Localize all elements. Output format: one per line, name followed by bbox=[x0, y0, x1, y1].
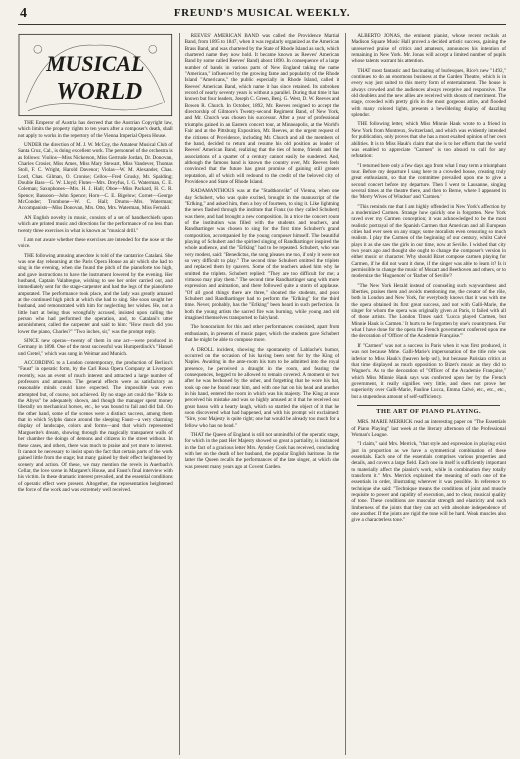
paragraph: SINCE new operas—twenty of them in one act—were produced in Germany in 1898. One of the most successful was Humperdinck's "Hansel und Gretel," which was sung in Weimar and Munich. bbox=[18, 338, 173, 357]
paragraph: AN English novelty in music, consists of a set of handkerchiefs upon which are printed music and directions for the performance of no less than twenty three exercises in what is known as "musical drill." bbox=[18, 214, 173, 234]
column-middle bbox=[179, 33, 340, 755]
musical-world-masthead bbox=[18, 33, 173, 117]
paragraph: "The New York Herald instead of counseling such waywardness and liberties, praises them and avoids mentioning me, the creator of the rôle, both in London and New York, for everybody knows that it was with me the opera obtained its first great success, and not with Galli-Marie, the singer for whom the opera was originally given at Paris, it failed with all of those artists. The London Times said: 'Lucca played Carmen, but Minnie Hauk is Carmen.' It hurts to be forgotten by one's countrymen. For what I have done for the opera the French government conferred upon me the decoration of 'Officer of the Academie Française.'" bbox=[351, 282, 507, 340]
paragraph: THAT the Queen of England is still not unmindful of the operatic stage, for which in the past Her Majesty showed so great a partiality, is instanced in the fact of a gracious letter Mrs. Aynsley Cook has received, concluding with her on the death of her husband, the popular English baritone. In the latter the Queen recalls the performances of the late singer, at which she was present many years ago at Covent Garden. bbox=[184, 431, 340, 470]
paragraph: THE Emperor of Austria has decreed that the Austrian Copyright law, which limits the property rights to ten years after a composer's death, shall not apply to works in the repertory of the Vienna Imperial Opera House. bbox=[18, 120, 173, 139]
paragraph: THE following letter, which Miss Minnie Hauk wrote to a friend in New York from Montreux, Switzerland, and which was evidently intended for publication, only proves that she has a most exalted opinion of her own abilities. It is to Miss Hauk's claim that she is to her efforts that the world was enabled to appreciate "Carmen" is too absurd to call for any refutation: bbox=[351, 121, 507, 160]
paragraph: A DROLL incident, showing the spontaneity of Lablache's humor, occurred on the occasion of his having been sent for by the King of Naples. Awaiting in the ante-room his turn to be admitted into the royal presence, he perceived a draught in the room, and fearing the consequences, begged to be allowed to remain covered. A moment or two after he was beckoned by the usher, and forgetting that he wore his hat, took up one he found near him, and with one hat on his head and another in his hand, entered the room in which was his majesty. The King at once perceived his mistake and was so highly amused at it that he received our great basso with a hearty laugh, which so startled the object of it that he soon discovered what had happened, and with his prompt wit exclaimed: "Sire, your Majesty is quite right; one hat would be already too much for a fellow who has no head." bbox=[184, 346, 340, 429]
column-right-body bbox=[351, 33, 506, 400]
paragraph: THAT most fantastic and fascinating of burlesques, Rice's new "1492," continues to do an enormous business at the Garden Theatre, which is in every way just suited to this merry form of entertainment. The house is always crowded and the audiences always receptive and responsive. The old doublets and the new allies are received with shouts of merriment. The stage, crowded with pretty girls in the most gorgeous attire, and flooded with many colored lights, presents a bewildering display of dazzling splendor. bbox=[351, 67, 507, 119]
paragraph: ACCORDING to a London contemporary, the production of Berlioz's "Faust" in operatic form, by the Carl Rosa Opera Company at Liverpool recently, was an event of much interest and attracted a large number of professors and amateurs. The general effects were as satisfactory as reasonable minds could have expected. The impossible was even attempted but, of course, not achieved. By no stage art could the "Ride to the Abyss" be adequately shown, and though the manager spent money liberally on mechanical horses, etc., he was bound to fail and did fail. On the other hand, some of the scenes were a distinct success, among them that in which Sylphs dance around the sleeping Faust—a very charming display of landscape, colors and forms—and that which represented Marguerite's dream, showing through the magically transparent walls of her chamber the doings of demons and citizens in the street without. In these cases, and others, there was much to praise and yet more to interest. It cannot be necessary to insist upon the fact that certain parts of the work gained little from the stage; but many gained by their effect heightened by scenery and action. Of these, we may mention the revels in Auerbach's Cellar, the love scene in Margaret's House, and Faust's final interview with his victim. In these dramatic interest prevailed, and the essential conditions of operatic effect were present. Altogether, the representation heightened the force of the work and was extremely well received. bbox=[18, 360, 173, 493]
paragraph: "This reminds me that I am highly offended in New York's affection by a modernized Carmen. Strange how quickly one is forgotten. New York raved over my Carmen conception; it was acknowledged to be the most realistic portrayal of the Spanish Carmen that American and all European cities had ever seen on any stage; some moralists even censuring so much realism. I play the Carmen of the beginning of our century, whilst Calvé plays it as she saw the girls in our time, now at Seville. I wished that city two years ago and thought she ought to change the composer's version in either music or character. Why should Bizet compose carmen playing for Carmen, if he did not want it done, if the singer was able to learn it? Is it permissible to change the music of Mozart and Beethoven and others, or to modernize the 'Huguenots' or 'Barber of Seville'? bbox=[351, 203, 507, 280]
running-title: FREUND'S MUSICAL WEEKLY. bbox=[173, 7, 351, 19]
article-paragraph: "I claim," said Mrs. Merrick, "that style and expression in playing exist just in proportion as we have a symmetrical combination of these essentials. Each one of the essentials comprises various properties and details, and covers a large field. Each one in itself is sufficiently important to materially affect the pianist's work, while in combination they totally transform it." Mrs. Merrick explained the meaning of each one of the essentials in order, illustrating wherever it was possible. In reference to technique she said: "Technique means the conditions of joint and muscle requisite to power and rapidity of execution, and to clear, musical quality of tone. These conditions are muscular strength and elasticity and such limberness of the joints that they can act with absolute independence of one another. If the joints are rigid the tone will be hard. Weak muscles also give a characterless tone." bbox=[351, 441, 507, 524]
paragraph: UNDER the direction of M. J. W. McCoy, the Amateur Musical Club of Santa Cruz, Cal., is doing excellent work. The personnel of the orchestra is as follows: Violins—Miss Nickerson, Miss Gertrude Jordan, Dr. Donovan, Charles Crosier, Miss Ames, Miss Mary Stewart, Miss Vandever, Thomas Stoll, F. C. Wright, Harold Davenor; Violas—W. M. Alexander, Chas. Lord, Chas. Gilman, O. Cronise; Cellos—Fred Grusky, Mr. Spalding; Double Bass—G. W. Lloyd; Flutes—Mrs. Dreyfus, I. G. Waterman, C. E. Coleman; Saxophones—Mrs. H. J. Hall; Oboe—Miss Packard, H. C. R. Spence; Bassoon—John Spence; Horn—C. E. Bigelow; Cornet—George McConder; Trombone—W. C. Hall; Drums—Mrs. Waterman; Accompanists—Miss Donovan, Mrs. Otto, Mrs. Waterman, Miss Fernald. bbox=[18, 142, 173, 212]
article-heading: THE ART OF PIANO PLAYING. bbox=[376, 407, 482, 415]
column-left bbox=[18, 33, 173, 755]
paragraph: If "Carmen" was not a success in Paris when it was first produced, it was not because Mme. Galli-Marie's impersonation of the title role was inferior to Miss Hauk's (heaven help us!), but because Parisian critics at that time displayed as much opposition to Bizet's music as they did to Wagner's. As to the decoration of "Officer of the Academie Française," which Miss Minnie Hauk says was conferred upon her by the French government, it really signifies very little, and does not prove her superiority over Galli-Marie, Pauline Lucca, Emma Calvé, etc., etc., etc., but a stupendous amount of self-sufficiency. bbox=[351, 342, 507, 400]
paragraph: RADAMANTHOUS was at the "Stadtkonvikt" of Vienna, when one day Schubert, who was quite excited, brought in the manuscript of the "Erlking," and asked him, then a boy of fourteen, to sing it. Like lightning the news flashed through the institute that Franz (so they called Schubert) was there, and had brought a new composition. In a trice the concert room of the institution was filled with the students and teachers, and Randhartinger was chosen to sing for the first time Schubert's grand composition, accompanied by the young composer himself. The beautiful playing of Schubert and the spirited singing of Randhartinger inspired the whole audience, and the "Erlking" had to be repeated. Schubert, who was very modest, said: "Benedictus, the song pleases me too, if only it were not so very difficult to play." The second time Schubert omitted the triplets and replaced them by quavers. Some of the teachers asked him why he omitted the triplets. Schubert replied: "They are too difficult for me; a virtuoso may play them." The second time Randhartinger sang with more expression and animation, and there followed quite a storm of applause. "Of all good things there are three," shouted the students, and poor Schubert and Randhartinger had to perform the "Erlking" for the third time. Never, probably, has the "Erlking" been heard in such perfection. In both the young artists the sacred fire was burning, while young and old imagined themselves transported to fairyland. bbox=[184, 188, 340, 322]
masthead-line-1: MUSICAL bbox=[46, 52, 145, 77]
paragraph: ALBERTO JONAS, the eminent pianist, whose recent recitals at Madison Square Music Hall proved a decided artistic success, gaining the unreserved praise of critics and amateurs, announces his intention of remaining in New York. Mr. Jonas will accept a limited number of pupils whose talents warrant his attention. bbox=[351, 33, 507, 65]
page-number: 4 bbox=[20, 6, 27, 21]
paragraph: The honorarium for this and other performances consisted, apart from enthusiasm, in presents of music paper, which the students gave Schubert that he might be able to compose more. bbox=[184, 324, 340, 344]
paragraph: I am not aware whether these exercises are intended for the nose or the voice. bbox=[18, 236, 173, 250]
paragraph: REEVES' AMERICAN BAND was called the Providence Martial Band, from 1895 to 1847, when it was regularly organized as the American Brass Band, and was chartered by the State of Rhode Island as such, which chartered name they now hold. It became known as Reeves' American Band by some called Reeves' Band) about 1890. In consequence of a large number of bands in various parts of New England taking the name "American," influenced by the growing fame and popularity of the Rhode Island "Americans," the public especially in Rhode Island, called it Reeves' American Band, which name it has since retained. Its unbroken record of nearly seventy years is without a parallel. During that time it has known but four leaders, Joseph C. Green, Benj. G. West, D. W. Reeves and Bowen R. Church. In October, 1892, Mr. Reeves resigned to accept the directorship of Gilmore's Twenty-second Regiment Band, of New York, and Mr. Church was chosen his successor. After a year of professional triumphs gained in an Eastern concert tour, at Minneapolis, at the World's Fair and at the Pittsburg Exposition, Mr. Reeves, at the urgent request of the citizens of Providence, including Mr. Church and all the members of the band, decided to return and resume his old position as leader of Reeves' American Band, realizing that the ties of home, friends and the associations of a quarter of a century cannot easily be sundered. And, although the famous band is known the country over, Mr. Reeves feels convinced that the future has great promise of gaining still greater reputation, all of which will redound to the credit of the beloved city of Providence and State of Rhode Island. bbox=[184, 33, 340, 185]
column-middle-body bbox=[185, 33, 340, 470]
text-columns bbox=[18, 33, 506, 755]
paragraph: "I returned here only a few days ago from what I may term a triumphant tour. Before my departure I sang here to a crowded house, creating truly great enthusiasm, so that the committee prevailed upon me to give a second concert before my departure. Then I went to Lausanne, singing several times at the theatre there, and then to Berne, where I appeared in the 'Merry Wives of Windsor' and 'Carmen.' bbox=[351, 162, 507, 201]
section-divider bbox=[357, 405, 500, 406]
column-right bbox=[345, 33, 506, 755]
column-left-body bbox=[18, 120, 173, 493]
masthead-line-2: WORLD bbox=[56, 78, 143, 105]
page-header bbox=[18, 0, 506, 25]
paragraph: THE following amusing anecdote is told of the cantatrice Catalani. She was one day rehearsing at the Paris Opera House an air which she had to sing in the evening, when she found the pitch of the pianoforte too high, and gave instructions to have the instrument lowered by the evening. Her husband, Captain Valabregue, wishing to see her order carried out, and immediately sent for the stage-carpenter and had the legs of the pianoforte amputated. The performance took place, and the lady was greatly amazed at the continued high pitch at which she had to sing. She soon sought her husband, and remonstrated with him for neglecting her wishes. He, not a little hurt at being thus wrongfully accused, insisted upon calling the person who had performed the operation, and, to Catalani's utter astonishment, called the carpenter and said to him: "How much did you lower the piano, Charles?" "Two inches, sir," was the prompt reply. bbox=[18, 252, 173, 335]
article-paragraph: MRS. MARIE MERRICK read an interesting paper on "The Essentials of Piano Playing" last week at the literary afternoon of the Professional Woman's League. bbox=[351, 419, 507, 438]
article-body bbox=[351, 419, 506, 524]
